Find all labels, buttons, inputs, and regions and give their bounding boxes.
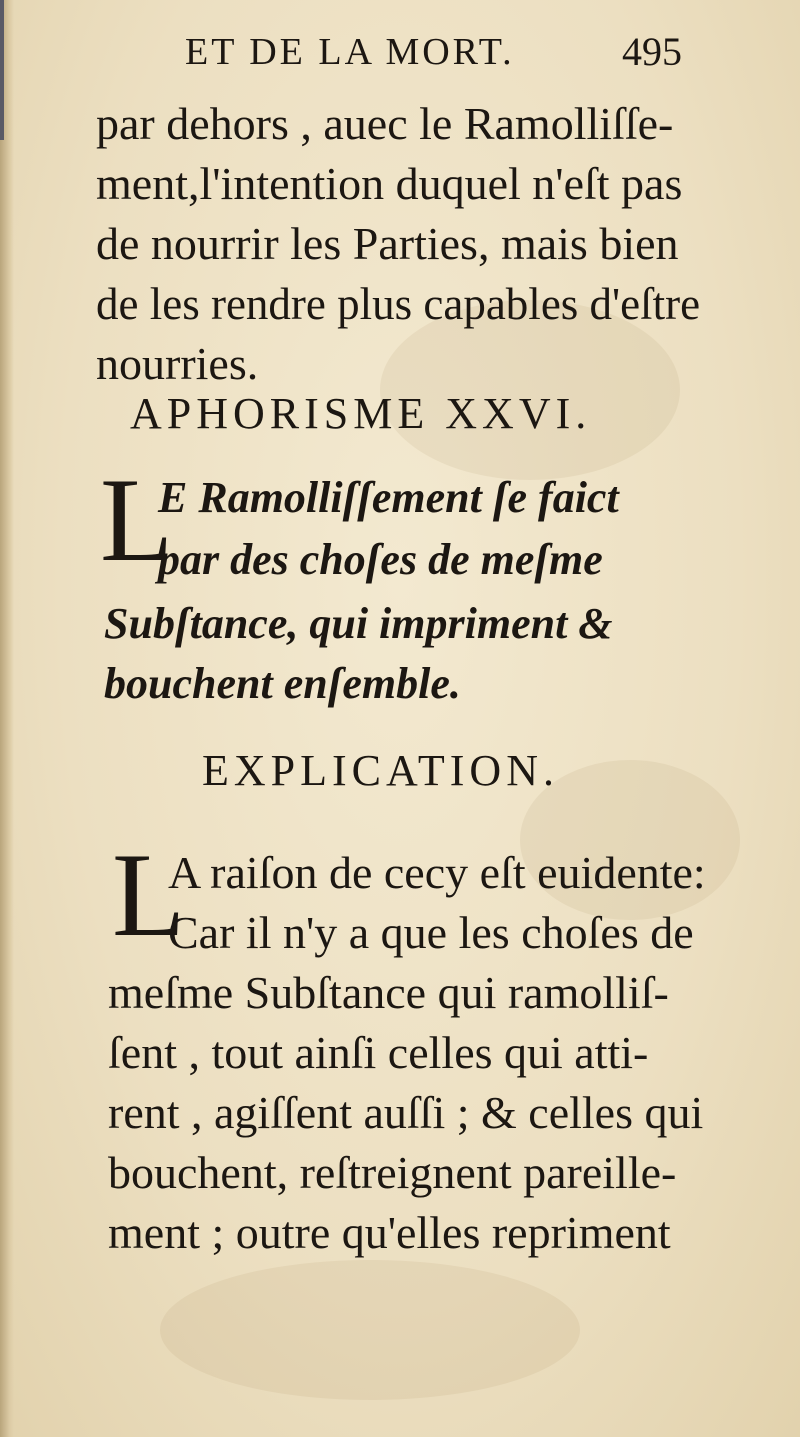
aphorism-line: par des choſes de meſme xyxy=(158,535,603,584)
text-line: ment,l'intention duquel n'eſt pas xyxy=(96,158,683,209)
text-line: nourries. xyxy=(96,338,259,389)
text-line: de les rendre plus capables d'eſtre xyxy=(96,279,701,329)
aphorism-dropcap: L xyxy=(100,453,174,586)
page-number: 495 xyxy=(622,29,682,74)
paper-stain xyxy=(160,1260,580,1400)
aphorism-line: bouchent enſemble. xyxy=(104,659,461,708)
explication-line: Car il n'y a que les choſes de xyxy=(168,907,694,958)
aphorism-line: Subſtance, qui impriment & xyxy=(104,599,613,648)
explication-line: A raiſon de cecy eſt euidente: xyxy=(168,847,706,898)
explication-line: meſme Subſtance qui ramolliſ- xyxy=(108,967,669,1018)
explication-line: ment ; outre qu'elles repriment xyxy=(108,1207,671,1258)
text-line: par dehors , auec le Ramolliſſe- xyxy=(96,98,674,149)
explication-heading: EXPLICATION. xyxy=(202,746,559,795)
explication-line: rent , agiſſent auſſi ; & celles qui xyxy=(108,1087,704,1138)
explication-line: ſent , tout ainſi celles qui atti- xyxy=(108,1027,649,1078)
page-edge-shadow xyxy=(0,0,14,1437)
explication-dropcap: L xyxy=(112,828,186,961)
page-edge-dark xyxy=(0,0,4,140)
text-line: de nourrir les Parties, mais bien xyxy=(96,218,679,269)
explication-line: bouchent, reſtreignent pareille- xyxy=(108,1147,677,1198)
aphorism-heading: APHORISME XXVI. xyxy=(130,389,592,438)
aphorism-line: E Ramolliſſement ſe faict xyxy=(158,473,619,522)
running-head: ET DE LA MORT. xyxy=(185,31,515,73)
